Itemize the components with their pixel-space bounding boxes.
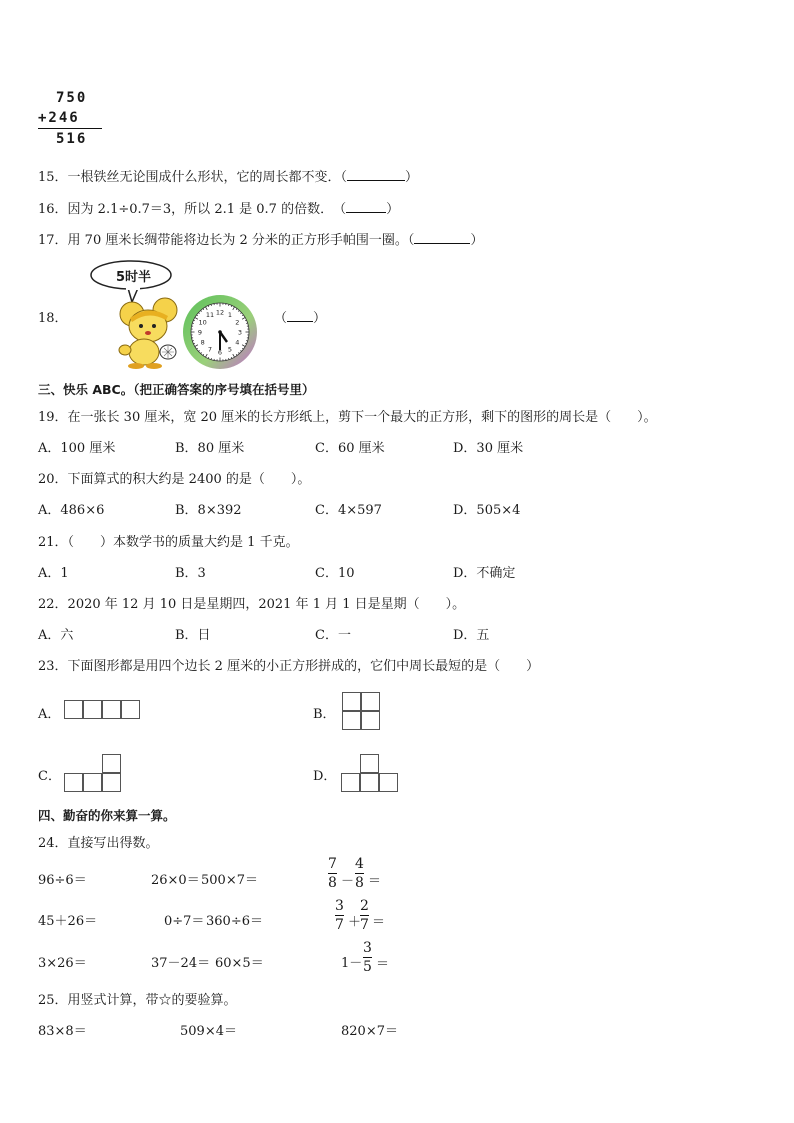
vertical-calc-item: 820×7＝ xyxy=(341,1024,398,1039)
equals-sign: ＝ xyxy=(368,874,382,889)
q21-option-c[interactable]: C．10 xyxy=(315,566,355,581)
question-16-text: 16．因为 2.1÷0.7＝3，所以 2.1 是 0.7 的倍数． （ xyxy=(38,202,347,217)
calc-item: 26×0＝ xyxy=(151,873,200,888)
question-17-close: ） xyxy=(470,233,484,248)
question-18-number: 18． xyxy=(38,311,68,326)
sum-result: 516 xyxy=(56,131,88,147)
clock-numeral: 9 xyxy=(197,328,203,337)
cartoon-mouse-icon xyxy=(110,292,185,370)
question-16 xyxy=(38,198,399,217)
calc-item: 0÷7＝ xyxy=(164,914,205,929)
clock-numeral: 12 xyxy=(215,308,225,317)
q20-option-b[interactable]: B．8×392 xyxy=(175,503,242,518)
question-21-text: 21．（ ）本数学书的质量大约是 1 千克。 xyxy=(38,535,299,550)
fraction-3-7: 3 7 xyxy=(335,898,344,933)
question-20-text: 20．下面算式的积大约是 2400 的是（ ）。 xyxy=(38,472,311,487)
q19-option-c[interactable]: C．60 厘米 xyxy=(315,441,385,456)
q21-option-b[interactable]: B．3 xyxy=(175,566,206,581)
question-17-text: 17．用 70 厘米长绸带能将边长为 2 分米的正方形手帕围一圈。（ xyxy=(38,233,415,248)
clock-numeral: 4 xyxy=(235,338,240,347)
clock-icon xyxy=(180,294,260,372)
section-3-title: 三、快乐 ABC。（把正确答案的序号填在括号里） xyxy=(38,382,315,397)
q20-option-a[interactable]: A．486×6 xyxy=(38,503,105,518)
q22-option-a[interactable]: A．六 xyxy=(38,628,74,643)
clock-numeral: 7 xyxy=(207,345,213,354)
q21-option-a[interactable]: A．1 xyxy=(38,566,69,581)
answer-blank-15[interactable] xyxy=(347,180,405,181)
clock-numeral: 11 xyxy=(205,310,215,319)
clock-tick xyxy=(208,357,209,358)
addend-2: +246 xyxy=(38,110,80,126)
question-15 xyxy=(38,166,418,185)
calc-item: 500×7＝ xyxy=(201,873,258,888)
question-19-text: 19．在一张长 30 厘米，宽 20 厘米的长方形纸上，剪下一个最大的正方形，剩下的图形的周长是（ ）。 xyxy=(38,410,657,425)
answer-blank-16[interactable] xyxy=(346,212,386,213)
fraction-7-8: 7 8 xyxy=(328,856,337,891)
whole-minus: 1－ xyxy=(341,956,363,971)
calc-item: 360÷6＝ xyxy=(206,914,263,929)
clock-numeral: 2 xyxy=(235,318,240,327)
q23-option-b[interactable]: B． xyxy=(313,707,336,722)
question-18-close: ） xyxy=(313,311,327,326)
q22-option-b[interactable]: B．日 xyxy=(175,628,211,643)
clock-tick xyxy=(208,306,209,307)
question-18-open: （ xyxy=(274,311,288,326)
clock-numeral: 3 xyxy=(237,328,243,337)
fraction-3-5: 3 5 xyxy=(363,940,372,975)
vertical-calc-item: 509×4＝ xyxy=(180,1024,237,1039)
clock-numeral: 6 xyxy=(217,348,223,357)
question-17 xyxy=(38,229,483,248)
clock-numeral: 8 xyxy=(200,338,205,347)
operator-plus: ＋ xyxy=(348,915,362,930)
q23-option-c[interactable]: C． xyxy=(38,769,61,784)
clock-tick xyxy=(245,320,246,321)
clock-tick xyxy=(231,357,232,358)
calc-item: 45＋26＝ xyxy=(38,914,98,929)
clock-tick xyxy=(194,320,195,321)
clock-numeral: 5 xyxy=(227,345,233,354)
question-18-answer xyxy=(274,307,326,326)
q19-option-a[interactable]: A．100 厘米 xyxy=(38,441,116,456)
q21-option-d[interactable]: D．不确定 xyxy=(453,566,516,581)
q23-option-d[interactable]: D． xyxy=(313,769,337,784)
q20-option-c[interactable]: C．4×597 xyxy=(315,503,382,518)
calc-item: 60×5＝ xyxy=(215,956,264,971)
q20-option-d[interactable]: D．505×4 xyxy=(453,503,521,518)
clock-numeral: 1 xyxy=(227,310,233,319)
question-22-text: 22．2020 年 12 月 10 日是星期四，2021 年 1 月 1 日是星期（ ）。 xyxy=(38,597,466,612)
speech-text: 5时半 xyxy=(116,270,152,285)
equals-sign: ＝ xyxy=(372,915,386,930)
q22-option-c[interactable]: C．一 xyxy=(315,628,351,643)
operator-minus: － xyxy=(341,874,355,889)
question-25-text: 25．用竖式计算，带☆的要验算。 xyxy=(38,993,237,1008)
equals-sign: ＝ xyxy=(376,957,390,972)
section-4-title: 四、勤奋的你来算一算。 xyxy=(38,808,176,823)
calc-item: 3×26＝ xyxy=(38,956,87,971)
q22-option-d[interactable]: D．五 xyxy=(453,628,490,643)
vertical-calc-item: 83×8＝ xyxy=(38,1024,87,1039)
q19-option-d[interactable]: D．30 厘米 xyxy=(453,441,524,456)
clock-numeral: 10 xyxy=(198,318,207,327)
clock-tick xyxy=(194,343,195,344)
q23-option-a[interactable]: A． xyxy=(38,707,61,722)
vertical-addition xyxy=(38,88,108,149)
question-15-text: 15．一根铁丝无论围成什么形状，它的周长都不变．（ xyxy=(38,170,348,185)
fraction-2-7: 2 7 xyxy=(360,898,369,933)
clock-tick xyxy=(245,343,246,344)
answer-blank-18[interactable] xyxy=(287,321,313,322)
question-23-text: 23．下面图形都是用四个边长 2 厘米的小正方形拼成的，它们中周长最短的是（ ） xyxy=(38,659,540,674)
q19-option-b[interactable]: B．80 厘米 xyxy=(175,441,245,456)
question-16-close: ） xyxy=(386,202,400,217)
calc-item: 37－24＝ xyxy=(151,956,211,971)
fraction-4-8: 4 8 xyxy=(355,856,364,891)
question-15-close: ） xyxy=(405,170,419,185)
answer-blank-17[interactable] xyxy=(414,243,470,244)
calc-item: 96÷6＝ xyxy=(38,873,87,888)
question-24-text: 24．直接写出得数。 xyxy=(38,836,159,851)
addend-1: 750 xyxy=(56,90,88,106)
clock-tick xyxy=(231,306,232,307)
